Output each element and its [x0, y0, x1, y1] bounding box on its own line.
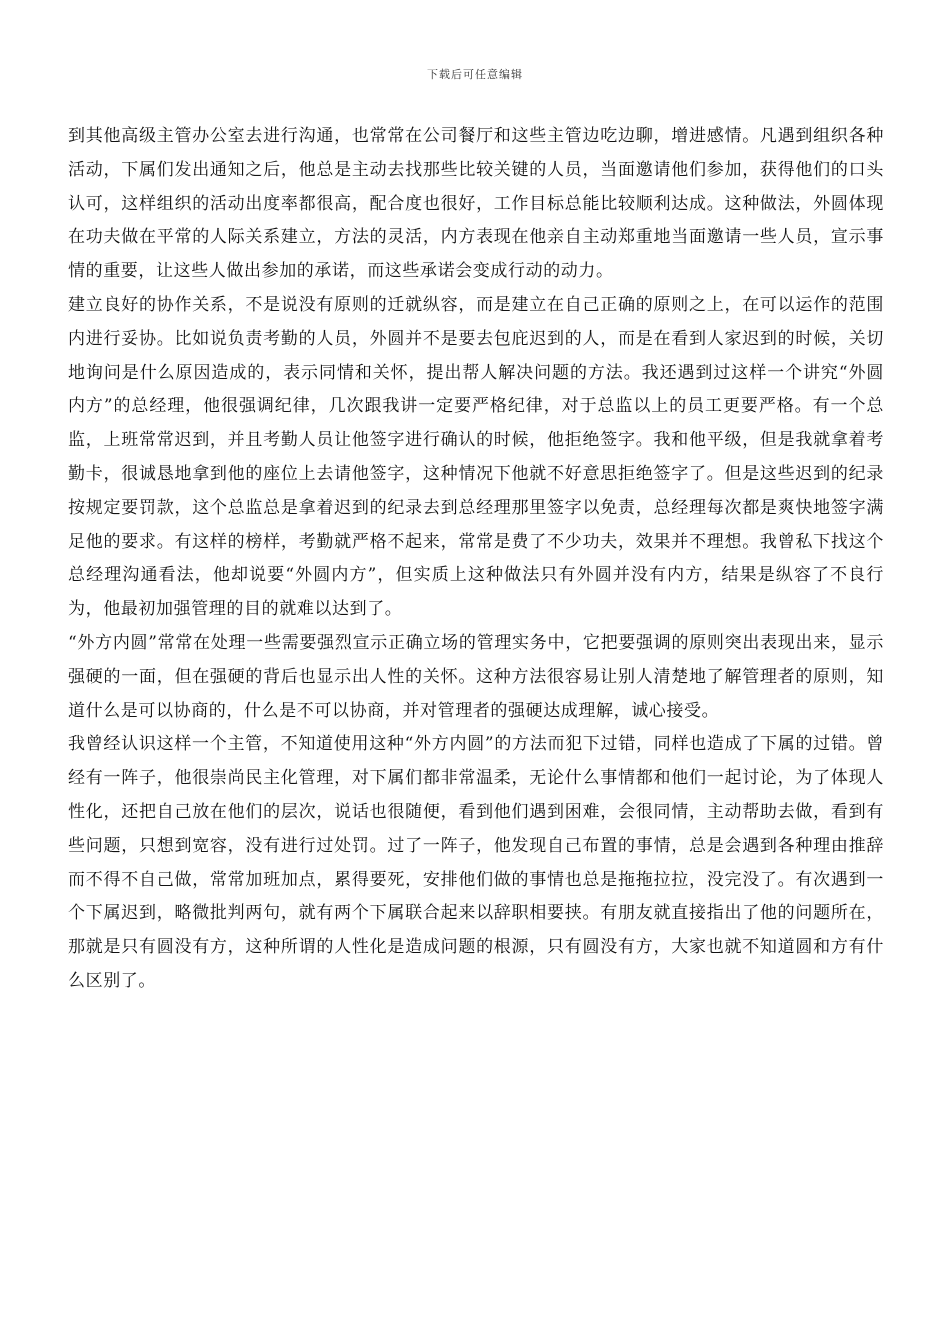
paragraph-3: “外方内圆”常常在处理一些需要强烈宣示正确立场的管理实务中，它把要强调的原则突出表现出来，显示强硬的一面，但在强硬的背后也显示出人性的关怀。这种方法很容易让别人清楚地了解管理者的原则，知道什么是可以协商的，什么是不可以协商，并对管理者的强硬达成理解，诚心接受。: [68, 632, 884, 721]
page-header-note: 下载后可任意编辑: [427, 68, 523, 81]
paragraph-2: 建立良好的协作关系，不是说没有原则的迁就纵容，而是建立在自己正确的原则之上，在可以运作的范围内进行妥协。比如说负责考勤的人员，外圆并不是要去包庇迟到的人，而是在看到人家迟到的时候，关切地询问是什么原因造成的，表示同情和关怀，提出帮人解决问题的方法。我还遇到过这样一个讲究“外圆内方”的总经理，他很强调纪律，几次跟我讲一定要严格纪律，对于总监以上的员工更要严格。有一个总监，上班常常迟到，并且考勤人员让他签字进行确认的时候，他拒绝签字。我和他平级，但是我就拿着考勤卡，很诚恳地拿到他的座位上去请他签字，这种情况下他就不好意思拒绝签字了。但是这些迟到的纪录按规定要罚款，这个总监总是拿着迟到的纪录去到总经理那里签字以免责，总经理每次都是爽快地签字满足他的要求。有这样的榜样，考勤就严格不起来，常常是费了不少功夫，效果并不理想。我曾私下找这个总经理沟通看法，他却说要“外圆内方”，但实质上这种做法只有外圆并没有内方，结果是纵容了不良行为，他最初加强管理的目的就难以达到了。: [68, 294, 884, 620]
paragraph-4: 我曾经认识这样一个主管，不知道使用这种“外方内圆”的方法而犯下过错，同样也造成了下属的过错。曾经有一阵子，他很崇尚民主化管理，对下属们都非常温柔，无论什么事情都和他们一起讨论，为了体现人性化，还把自己放在他们的层次，说话也很随便，看到他们遇到困难，会很同情，主动帮助去做，看到有些问题，只想到宽容，没有进行过处罚。过了一阵子，他发现自己布置的事情，总是会遇到各种理由推辞而不得不自己做，常常加班加点，累得要死，安排他们做的事情也总是拖拖拉拉，没完没了。有次遇到一个下属迟到，略微批判两句，就有两个下属联合起来以辞职相要挟。有朋友就直接指出了他的问题所在，那就是只有圆没有方，这种所谓的人性化是造成问题的根源，只有圆没有方，大家也就不知道圆和方有什么区别了。: [68, 734, 884, 991]
paragraph-1: 到其他高级主管办公室去进行沟通，也常常在公司餐厅和这些主管边吃边聊，增进感情。凡遇到组织各种活动，下属们发出通知之后，他总是主动去找那些比较关键的人员，当面邀请他们参加，获得他们的口头认可，这样组织的活动出度率都很高，配合度也很好，工作目标总能比较顺利达成。这种做法，外圆体现在功夫做在平常的人际关系建立，方法的灵活，内方表现在他亲自主动郑重地当面邀请一些人员，宣示事情的重要，让这些人做出参加的承诺，而这些承诺会变成行动的动力。: [68, 126, 884, 282]
document-body: [68, 120, 884, 999]
